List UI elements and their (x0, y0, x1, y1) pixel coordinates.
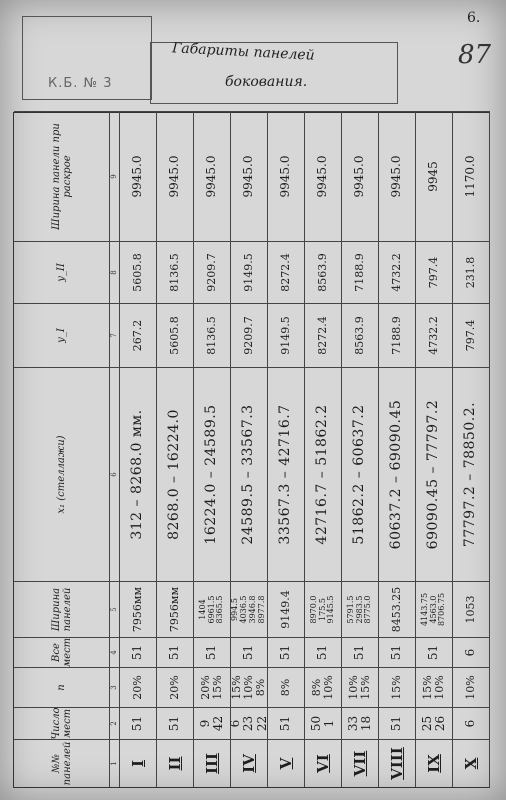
cell-y1: 9209.7 (231, 303, 268, 367)
cell-y1: 8272.4 (305, 303, 342, 367)
cell-n: 10% 15% (342, 667, 379, 707)
cell-y1: 9149.5 (268, 303, 305, 367)
column-index-5: 5 (110, 581, 120, 637)
cell-seats: 51 (268, 707, 305, 739)
cell-width: 8453.25 (379, 581, 416, 637)
cell-total: 51 (305, 637, 342, 667)
cell-y1: 4732.2 (416, 303, 453, 367)
cell-seats: 51 (379, 707, 416, 739)
column-index-7: 7 (110, 303, 120, 367)
cell-cut-width: 9945.0 (342, 111, 379, 241)
cell-width: 1053 (453, 581, 490, 637)
cell-y1: 8136.5 (194, 303, 231, 367)
header-x: x₁ (стеллажи) (14, 367, 110, 581)
header-n: n (14, 667, 110, 707)
cell-seats: 6 (453, 707, 490, 739)
cell-seats: 6 23 22 (231, 707, 268, 739)
cell-x-range: 69090.45 – 77797.2 (416, 367, 453, 581)
cell-total: 51 (157, 637, 194, 667)
cell-n: 15% (379, 667, 416, 707)
column-index-2: 2 (110, 707, 120, 739)
column-index-1: 1 (110, 739, 120, 787)
column-index-6: 6 (110, 367, 120, 581)
cell-panel: X (453, 739, 490, 787)
cell-cut-width: 9945.0 (120, 111, 157, 241)
cell-seats: 50 1 (305, 707, 342, 739)
cell-y2: 5605.8 (120, 241, 157, 303)
cell-width: 8970.0 175.5 9145.5 (305, 581, 342, 637)
header-width: Ширина панелей (14, 581, 110, 637)
cell-panel: VIII (379, 739, 416, 787)
cell-n: 8% (268, 667, 305, 707)
cell-n: 20% 15% (194, 667, 231, 707)
cell-seats: 25 26 (416, 707, 453, 739)
cell-panel: V (268, 739, 305, 787)
title-line-1: Габариты панелей (171, 40, 316, 64)
cell-n: 10% (453, 667, 490, 707)
cell-total: 6 (453, 637, 490, 667)
cell-y1: 5605.8 (157, 303, 194, 367)
column-index-3: 3 (110, 667, 120, 707)
header-cut: Ширина панели при раскрое (14, 111, 110, 241)
cell-panel: VI (305, 739, 342, 787)
cell-n: 8% 10% (305, 667, 342, 707)
cell-total: 51 (231, 637, 268, 667)
cell-x-range: 33567.3 – 42716.7 (268, 367, 305, 581)
cell-n: 15% 10% (416, 667, 453, 707)
cell-cut-width: 9945 (416, 111, 453, 241)
header-seats: Число мест (14, 707, 110, 739)
cell-width: 7956мм (157, 581, 194, 637)
cell-seats: 9 42 (194, 707, 231, 739)
cell-cut-width: 9945.0 (379, 111, 416, 241)
cell-total: 51 (194, 637, 231, 667)
cell-y2: 8272.4 (268, 241, 305, 303)
cell-y2: 4732.2 (379, 241, 416, 303)
cell-total: 51 (416, 637, 453, 667)
cell-width: 1404 6961.5 8365.5 (194, 581, 231, 637)
cell-cut-width: 9945.0 (157, 111, 194, 241)
cell-y2: 9149.5 (231, 241, 268, 303)
cell-n: 20% (157, 667, 194, 707)
cell-x-range: 24589.5 – 33567.3 (231, 367, 268, 581)
stamp-label: К.Б. № 3 (48, 76, 113, 91)
cell-y2: 797.4 (416, 241, 453, 303)
cell-total: 51 (120, 637, 157, 667)
cell-panel: III (194, 739, 231, 787)
cell-y2: 8136.5 (157, 241, 194, 303)
title-line-2: бокования. (225, 74, 308, 90)
cell-x-range: 8268.0 – 16224.0 (157, 367, 194, 581)
cell-y1: 267.2 (120, 303, 157, 367)
cell-y2: 8563.9 (305, 241, 342, 303)
cell-n: 15% 10% 8% (231, 667, 268, 707)
cell-seats: 33 18 (342, 707, 379, 739)
cell-y1: 797.4 (453, 303, 490, 367)
header-total: Все мест (14, 637, 110, 667)
cell-panel: II (157, 739, 194, 787)
cell-panel: IV (231, 739, 268, 787)
cell-panel: IX (416, 739, 453, 787)
cell-x-range: 312 – 8268.0 мм. (120, 367, 157, 581)
cell-total: 51 (379, 637, 416, 667)
cell-width: 4143.75 4563.0 8706.75 (416, 581, 453, 637)
cell-x-range: 77797.2 – 78850.2. (453, 367, 490, 581)
cell-seats: 51 (157, 707, 194, 739)
cell-width: 5791.5 2983.5 8775.0 (342, 581, 379, 637)
cell-cut-width: 1170.0 (453, 111, 490, 241)
sheet-mark: 87 (458, 40, 492, 70)
column-index-8: 8 (110, 241, 120, 303)
cell-seats: 51 (120, 707, 157, 739)
panel-dimensions-table (13, 112, 490, 788)
cell-panel: VII (342, 739, 379, 787)
cell-panel: I (120, 739, 157, 787)
cell-cut-width: 9945.0 (194, 111, 231, 241)
cell-y2: 9209.7 (194, 241, 231, 303)
page-number: 6. (467, 10, 481, 26)
cell-cut-width: 9945.0 (268, 111, 305, 241)
cell-width: 994.5 4036.5 3946.8 8977.8 (231, 581, 268, 637)
cell-cut-width: 9945.0 (305, 111, 342, 241)
rotated-table-wrapper (13, 112, 490, 788)
cell-total: 51 (268, 637, 305, 667)
header-y2: y_II (14, 241, 110, 303)
cell-width: 7956мм (120, 581, 157, 637)
cell-x-range: 42716.7 – 51862.2 (305, 367, 342, 581)
cell-cut-width: 9945.0 (231, 111, 268, 241)
cell-x-range: 60637.2 – 69090.45 (379, 367, 416, 581)
cell-x-range: 16224.0 – 24589.5 (194, 367, 231, 581)
header-y1: y_I (14, 303, 110, 367)
cell-y1: 7188.9 (379, 303, 416, 367)
cell-n: 20% (120, 667, 157, 707)
cell-y2: 231.8 (453, 241, 490, 303)
cell-y2: 7188.9 (342, 241, 379, 303)
cell-y1: 8563.9 (342, 303, 379, 367)
cell-x-range: 51862.2 – 60637.2 (342, 367, 379, 581)
cell-total: 51 (342, 637, 379, 667)
cell-width: 9149.4 (268, 581, 305, 637)
header-panel: №№ панелей (14, 739, 110, 787)
column-index-9: 9 (110, 111, 120, 241)
column-index-4: 4 (110, 637, 120, 667)
